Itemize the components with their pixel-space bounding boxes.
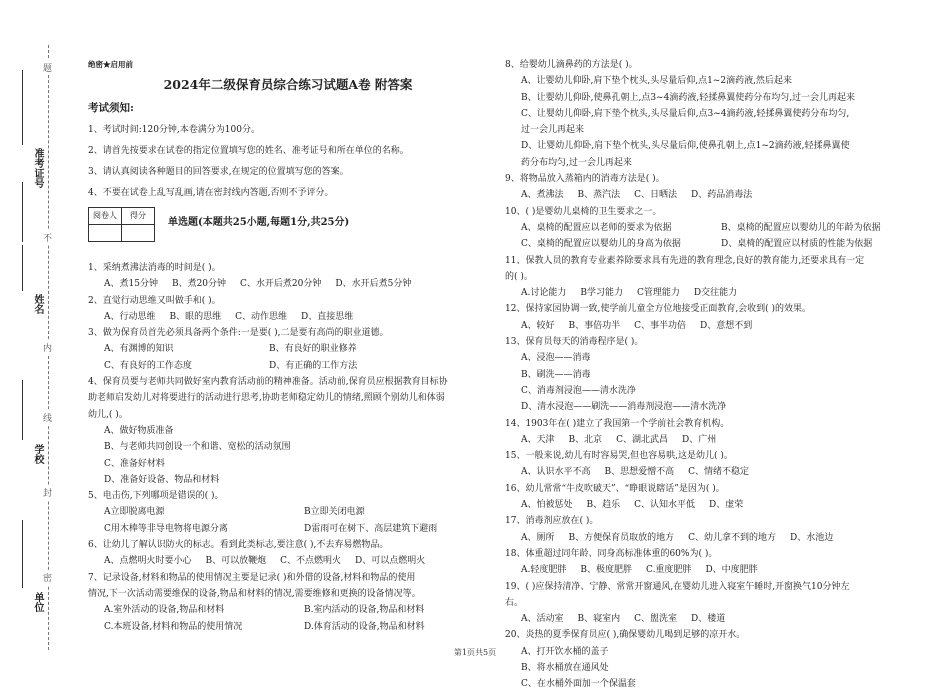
question-stem-cont: 右。 bbox=[505, 597, 524, 608]
question-option: C、动作思维 bbox=[235, 311, 288, 322]
question-option: A、较好 bbox=[521, 320, 555, 331]
question-option: D、楼道 bbox=[691, 614, 726, 625]
question-option: C、湖北武昌 bbox=[616, 434, 669, 445]
question-stem: 6、让幼儿了解认识防火的标志。看到此类标志,要注意( ),不去弃易燃物品。 bbox=[88, 540, 389, 551]
question-option: A立即脱离电源 bbox=[104, 507, 165, 518]
question-option: B、眼的思维 bbox=[169, 311, 222, 322]
question-option: A、煮15分钟 bbox=[104, 279, 158, 290]
question-option: A、点燃明火时要小心 bbox=[104, 556, 192, 567]
question-stem: 11、保教人员的教育专业素养除要求具有先进的教育理念,良好的教育能力,还要求具有一定 bbox=[505, 255, 865, 266]
question-stem: 20、炎热的夏季保育员应( ),确保婴幼儿喝到足够的凉开水。 bbox=[505, 630, 746, 641]
page-title: 2024年二级保育员综合练习试题A卷 附答案 bbox=[163, 77, 413, 93]
seal-char: 内 bbox=[43, 340, 52, 355]
school-field[interactable] bbox=[22, 380, 23, 440]
question-option: A、怕被惩处 bbox=[521, 500, 573, 511]
question-stem-cont: 的( )。 bbox=[505, 271, 533, 282]
question-stem: 13、保育员每天的消毒程序是( )。 bbox=[505, 337, 644, 348]
name-label: 姓名 bbox=[32, 294, 43, 314]
question-option: C、盥洗室 bbox=[634, 614, 678, 625]
question-option: A、做好物质准备 bbox=[104, 425, 174, 436]
option-row bbox=[88, 504, 488, 520]
question-option: 过一会儿再起来 bbox=[521, 125, 585, 136]
option-row bbox=[88, 309, 488, 325]
question-option: B、有良好的职业修养 bbox=[269, 344, 357, 355]
question-option: D、有正确的工作方法 bbox=[269, 360, 358, 371]
seal-char: 不 bbox=[43, 230, 52, 245]
option-row bbox=[505, 562, 895, 578]
question-stem: 12、保持家园协调一致,使学前儿童全方位地接受正面教育,会收到( )的效果。 bbox=[505, 304, 812, 315]
question-option: B、桌椅的配置应以婴幼儿的年龄为依据 bbox=[721, 222, 881, 233]
notice-heading: 考试须知: bbox=[88, 101, 134, 114]
name-field[interactable] bbox=[22, 245, 23, 291]
question-option: A、行动思维 bbox=[104, 311, 156, 322]
question-option: B学习能力 bbox=[580, 288, 623, 299]
question-stem: 10、( )是婴幼儿桌椅的卫生要求之一。 bbox=[505, 206, 662, 217]
option-row bbox=[88, 341, 488, 357]
question-stem: 3、做为保育员首先必须具备两个条件:一是要( ),二是要有高尚的职业道德。 bbox=[88, 328, 389, 339]
exam-number-field-ext[interactable] bbox=[22, 182, 23, 242]
question-option: D.体育活动的设备,物品和材料 bbox=[304, 621, 425, 632]
question-option: C.重度肥胖 bbox=[646, 565, 692, 576]
question-option: B、将水桶放在通风处 bbox=[521, 662, 609, 673]
question-option: D、清水浸泡——刷洗——消毒剂浸泡——清水洗净 bbox=[521, 402, 727, 413]
question-stem: 19、( )应保持清净、宁静、常常开窗通风,在婴幼儿进入寝室午睡时,开窗换气10分钟左 bbox=[505, 581, 850, 592]
question-stem: 17、消毒剂应放在( )。 bbox=[505, 516, 599, 527]
question-option: C、在水桶外面加一个保温套 bbox=[521, 679, 636, 690]
question-option: B、可以放鞭炮 bbox=[205, 556, 267, 567]
question-option: B.室内活动的设备,物品和材料 bbox=[304, 605, 425, 616]
option-row bbox=[505, 611, 895, 627]
question-option: A、天津 bbox=[521, 434, 555, 445]
question-option: C.本班设备,材料和物品的使用情况 bbox=[104, 621, 243, 632]
question-option: B、刷洗——消毒 bbox=[521, 369, 591, 380]
question-option: C、桌椅的配置应以婴幼儿的身高为依据 bbox=[521, 239, 681, 250]
exam-number-field[interactable] bbox=[22, 70, 23, 145]
question-option: B、让婴幼儿仰卧,使鼻孔朝上,点3~4滴药液,轻揉鼻翼使药分布均匀,过一会儿再起来 bbox=[521, 92, 856, 103]
option-row bbox=[505, 236, 895, 252]
question-option: A.室外活动的设备,物品和材料 bbox=[104, 605, 225, 616]
option-row bbox=[88, 521, 488, 537]
question-option: B、思想爱憎不高 bbox=[604, 467, 675, 478]
question-option: A、活动室 bbox=[521, 614, 564, 625]
question-option: D、广州 bbox=[682, 434, 717, 445]
seal-char: 题 bbox=[43, 60, 52, 75]
notice-item: 4、不要在试卷上乱写乱画,请在密封线内答题,否则不予评分。 bbox=[88, 187, 334, 198]
question-option: D、可以点燃明火 bbox=[355, 556, 426, 567]
question-option: B、方便保育员取放的地方 bbox=[568, 532, 675, 543]
question-option: D、水开后煮5分钟 bbox=[335, 279, 412, 290]
question-option: C、情绪不稳定 bbox=[688, 467, 750, 478]
option-row bbox=[88, 619, 488, 635]
question-option: C、消毒剂浸泡——清水洗净 bbox=[521, 385, 636, 396]
option-row bbox=[88, 358, 488, 374]
school-label: 学校 bbox=[32, 444, 43, 464]
option-row bbox=[505, 497, 895, 513]
question-stem: 18、体重超过同年龄、同身高标准体重的60%为( )。 bbox=[505, 548, 718, 559]
score-cell[interactable] bbox=[122, 225, 155, 242]
grader-cell[interactable] bbox=[89, 225, 122, 242]
option-row bbox=[505, 432, 895, 448]
question-option: B、寝室内 bbox=[577, 614, 621, 625]
question-option: B、北京 bbox=[568, 434, 603, 445]
question-option: C、事半功倍 bbox=[634, 320, 687, 331]
question-option: C、有良好的工作态度 bbox=[104, 360, 192, 371]
question-option: B、煮20分钟 bbox=[171, 279, 227, 290]
right-questions bbox=[505, 57, 895, 693]
exam-number-label: 准考证号 bbox=[32, 148, 43, 188]
question-option: A、有渊博的知识 bbox=[104, 344, 174, 355]
question-stem: 1、采纳煮沸法消毒的时间是( )。 bbox=[88, 263, 221, 273]
option-row bbox=[88, 276, 488, 292]
option-row bbox=[505, 285, 895, 301]
question-stem: 15、一般来说,幼儿有时容易哭,但也容易哄,这是幼儿( )。 bbox=[505, 451, 733, 462]
question-option: B立即关闭电源 bbox=[304, 507, 365, 518]
question-option: D、中度肥胖 bbox=[705, 565, 758, 576]
question-option: D、意想不到 bbox=[700, 320, 753, 331]
option-row bbox=[505, 187, 895, 203]
seal-char: 线 bbox=[43, 410, 52, 425]
question-option: A、认识水平不高 bbox=[521, 467, 591, 478]
question-option: D、虚荣 bbox=[709, 500, 744, 511]
question-option: A、浸泡——消毒 bbox=[521, 353, 591, 364]
question-option: A、桌椅的配置应以老师的要求为依据 bbox=[521, 222, 672, 233]
secret-mark: 绝密★启用前 bbox=[88, 60, 133, 69]
question-option: D、药品消毒法 bbox=[691, 190, 753, 201]
question-option: B、趋乐 bbox=[586, 500, 621, 511]
notice-item: 3、请认真阅读各种题目的回答要求,在规定的位置填写您的答案。 bbox=[88, 166, 349, 177]
question-option: C、日晒法 bbox=[634, 190, 678, 201]
option-row bbox=[88, 602, 488, 618]
question-stem: 9、将物品放入蒸箱内的消毒方法是( )。 bbox=[505, 174, 665, 185]
question-option: C、让婴幼儿仰卧,肩下垫个枕头,头尽量后仰,点3~4滴药液,轻揉鼻翼使药分布均匀, bbox=[521, 108, 850, 119]
question-stem: 14、1903年在( )建立了我国第一个学前社会教育机构。 bbox=[505, 418, 730, 429]
question-option: A、让婴幼儿仰卧,肩下垫个枕头,头尽量后仰,点1~2滴药液,然后起来 bbox=[521, 76, 792, 87]
question-option: D交往能力 bbox=[693, 288, 738, 299]
unit-field[interactable] bbox=[22, 520, 23, 588]
question-option: 药分布均匀,过一会儿再起来 bbox=[521, 157, 632, 168]
question-option: C管理能力 bbox=[637, 288, 680, 299]
question-option: D、准备好设备、物品和材料 bbox=[104, 474, 220, 485]
option-row bbox=[88, 553, 488, 569]
notice-item: 2、请首先按要求在试卷的指定位置填写您的姓名、准考证号和所在单位的名称。 bbox=[88, 145, 409, 156]
question-stem-cont: 幼儿,( )。 bbox=[88, 409, 128, 420]
question-option: A.轻度肥胖 bbox=[521, 565, 567, 576]
page-footer: 第1页共5页 bbox=[453, 648, 497, 657]
question-stem-cont: 情况,下一次活动需要维保的设备,物品和材料的情况,需要维修和更换的设备情况等。 bbox=[88, 588, 421, 599]
question-option: D、桌椅的配置应以材质的性能为依据 bbox=[721, 239, 873, 250]
question-option: D雷雨可在树下、高层建筑下避雨 bbox=[304, 523, 438, 534]
question-option: C、不点燃明火 bbox=[280, 556, 342, 567]
question-option: D、水池边 bbox=[790, 532, 834, 543]
question-option: B、极度肥胖 bbox=[580, 565, 632, 576]
binding-strip bbox=[0, 0, 68, 671]
seal-char: 封 bbox=[43, 485, 52, 500]
unit-label: 单位 bbox=[32, 592, 43, 612]
question-option: D、直接思维 bbox=[301, 311, 354, 322]
seal-char: 密 bbox=[43, 570, 52, 585]
question-stem: 8、给婴幼儿滴鼻药的方法是( )。 bbox=[505, 60, 638, 70]
question-option: B、蒸汽法 bbox=[577, 190, 621, 201]
question-option: B、事倍功半 bbox=[568, 320, 621, 331]
question-option: C、水开后煮20分钟 bbox=[240, 279, 322, 290]
question-option: C、准备好材料 bbox=[104, 458, 165, 469]
question-stem: 2、直觉行动思维又叫做手和( )。 bbox=[88, 295, 221, 306]
score-table bbox=[88, 207, 155, 242]
option-row bbox=[505, 530, 895, 546]
grader-header: 阅卷人 bbox=[89, 207, 122, 224]
section-heading: 单选题(本题共25小题,每题1分,共25分) bbox=[168, 217, 350, 228]
option-row bbox=[505, 464, 895, 480]
notice-item: 1、考试时间:120分钟,本卷满分为100分。 bbox=[88, 124, 260, 135]
question-option: C用木棒等非导电物将电源分离 bbox=[104, 523, 228, 534]
question-stem-cont: 助老师启发幼儿对将要进行的活动进行思考,协助老师稳定幼儿的情绪,照顾个别幼儿和体弱 bbox=[88, 393, 445, 404]
question-option: A、打开饮水桶的盖子 bbox=[521, 646, 609, 657]
question-option: D、让婴幼儿仰卧,肩下垫个枕头,头尽量后仰,使鼻孔朝上,点1~2滴药液,轻揉鼻翼使 bbox=[521, 141, 850, 152]
question-option: A、煮沸法 bbox=[521, 190, 564, 201]
question-stem: 4、保育员要与老师共同做好室内教育活动前的精神准备。活动前,保育员应根据教育目标协 bbox=[88, 377, 448, 388]
question-stem: 5、电击伤,下列哪项是错误的( )。 bbox=[88, 491, 224, 502]
question-option: A.讨论能力 bbox=[521, 288, 567, 299]
left-questions bbox=[88, 260, 488, 635]
option-row bbox=[505, 318, 895, 334]
question-stem: 16、幼儿常常“牛皮吹破天”、“睁眼说瞎话”是因为( )。 bbox=[505, 483, 725, 494]
option-row bbox=[505, 220, 895, 236]
question-option: C、认知水平低 bbox=[634, 500, 696, 511]
question-option: B、与老师共同创设一个和谐、宽松的活动氛围 bbox=[104, 442, 291, 453]
question-option: C、幼儿拿不到的地方 bbox=[688, 532, 777, 543]
question-stem: 7、记录设备,材料和物品的使用情况主要是记录( )和外借的设备,材料和物品的使用 bbox=[88, 572, 416, 583]
score-header: 得分 bbox=[122, 207, 155, 224]
question-option: A、厕所 bbox=[521, 532, 555, 543]
